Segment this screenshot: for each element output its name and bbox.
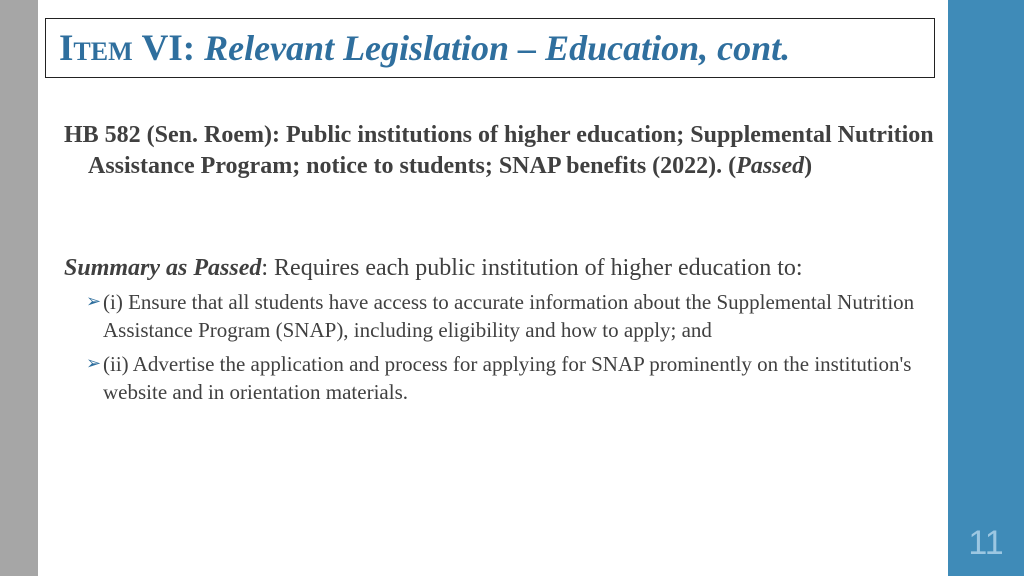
arrow-bullet-icon: ➢ [86, 291, 102, 312]
bill-text: HB 582 (Sen. Roem): Public institutions of higher education; Supplemental Nutrition Assistance Program; notice to students; SNAP benefits (2022). ( [64, 122, 934, 179]
title-main: Relevant Legislation – Education, cont. [204, 27, 791, 68]
summary-points [86, 288, 926, 412]
title-numeral: VI: [141, 27, 196, 69]
left-accent-bar [0, 0, 38, 576]
list-item [86, 288, 926, 344]
bill-heading [64, 120, 958, 182]
bill-close: ) [804, 153, 813, 179]
right-accent-bar [948, 0, 1024, 576]
point-text: (i) Ensure that all students have access to accurate information about the Supplemental Nutrition Assistance Program (SNAP), including eligibility and how to apply; and [103, 290, 915, 342]
list-item [86, 350, 926, 406]
bill-status: Passed [736, 153, 805, 179]
title-prefix-initial: I [59, 27, 74, 69]
arrow-bullet-icon: ➢ [86, 353, 102, 374]
title-box [45, 18, 935, 78]
summary-label: Summary as Passed [64, 255, 262, 281]
page-number: 11 [968, 524, 1004, 562]
summary-text: : Requires each public institution of higher education to: [261, 255, 803, 281]
title-prefix-rest: TEM [73, 36, 133, 66]
point-text: (ii) Advertise the application and process for applying for SNAP prominently on the institution's website and in orientation materials. [103, 352, 912, 404]
summary-line [64, 252, 944, 284]
slide-title [59, 27, 790, 70]
